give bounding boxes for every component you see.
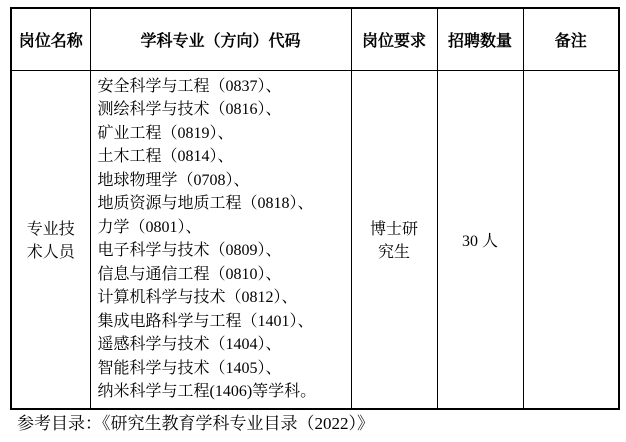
major-line: 测绘科学与技术（0816）、: [97, 101, 282, 118]
cell-position-name: 专业技术人员: [11, 70, 90, 409]
cell-major-list: [90, 70, 351, 409]
major-line: 力学（0801）、: [97, 218, 202, 236]
major-line: 智能科学与技术（1405）、: [97, 359, 282, 377]
major-line: 遥感科学与技术（1404）、: [97, 336, 282, 353]
header-requirement: 岗位要求: [351, 8, 437, 70]
major-line: 电子科学与技术（0809）、: [97, 242, 282, 259]
header-row: [11, 8, 619, 70]
major-line: 计算机科学与技术（0812）、: [97, 289, 298, 306]
header-remark: 备注: [523, 8, 619, 70]
major-line: 地质资源与地质工程（0818）、: [97, 195, 314, 212]
major-line: 矿业工程（0819）、: [97, 124, 234, 142]
recruitment-table: [10, 7, 620, 410]
major-line: 信息与通信工程（0810）、: [97, 265, 282, 283]
header-quantity: 招聘数量: [437, 8, 523, 70]
cell-remark: [523, 70, 619, 409]
cell-requirement: 博士研究生: [351, 70, 437, 409]
major-line: 土木工程（0814）、: [97, 148, 234, 165]
header-position-name: 岗位名称: [11, 8, 90, 70]
major-line: 集成电路科学与工程（1401）、: [97, 312, 314, 330]
reference-note: 参考目录：《研究生教育学科专业目录（2022）》: [17, 414, 374, 433]
major-line: 安全科学与工程（0837）、: [97, 77, 282, 95]
table-row: [11, 70, 619, 409]
header-major-code: 学科专业（方向）代码: [90, 8, 351, 70]
major-line: 纳米科学与工程(1406)等学科。: [97, 383, 317, 400]
major-line: 地球物理学（0708）、: [97, 171, 250, 189]
cell-quantity: 30 人: [437, 70, 523, 409]
